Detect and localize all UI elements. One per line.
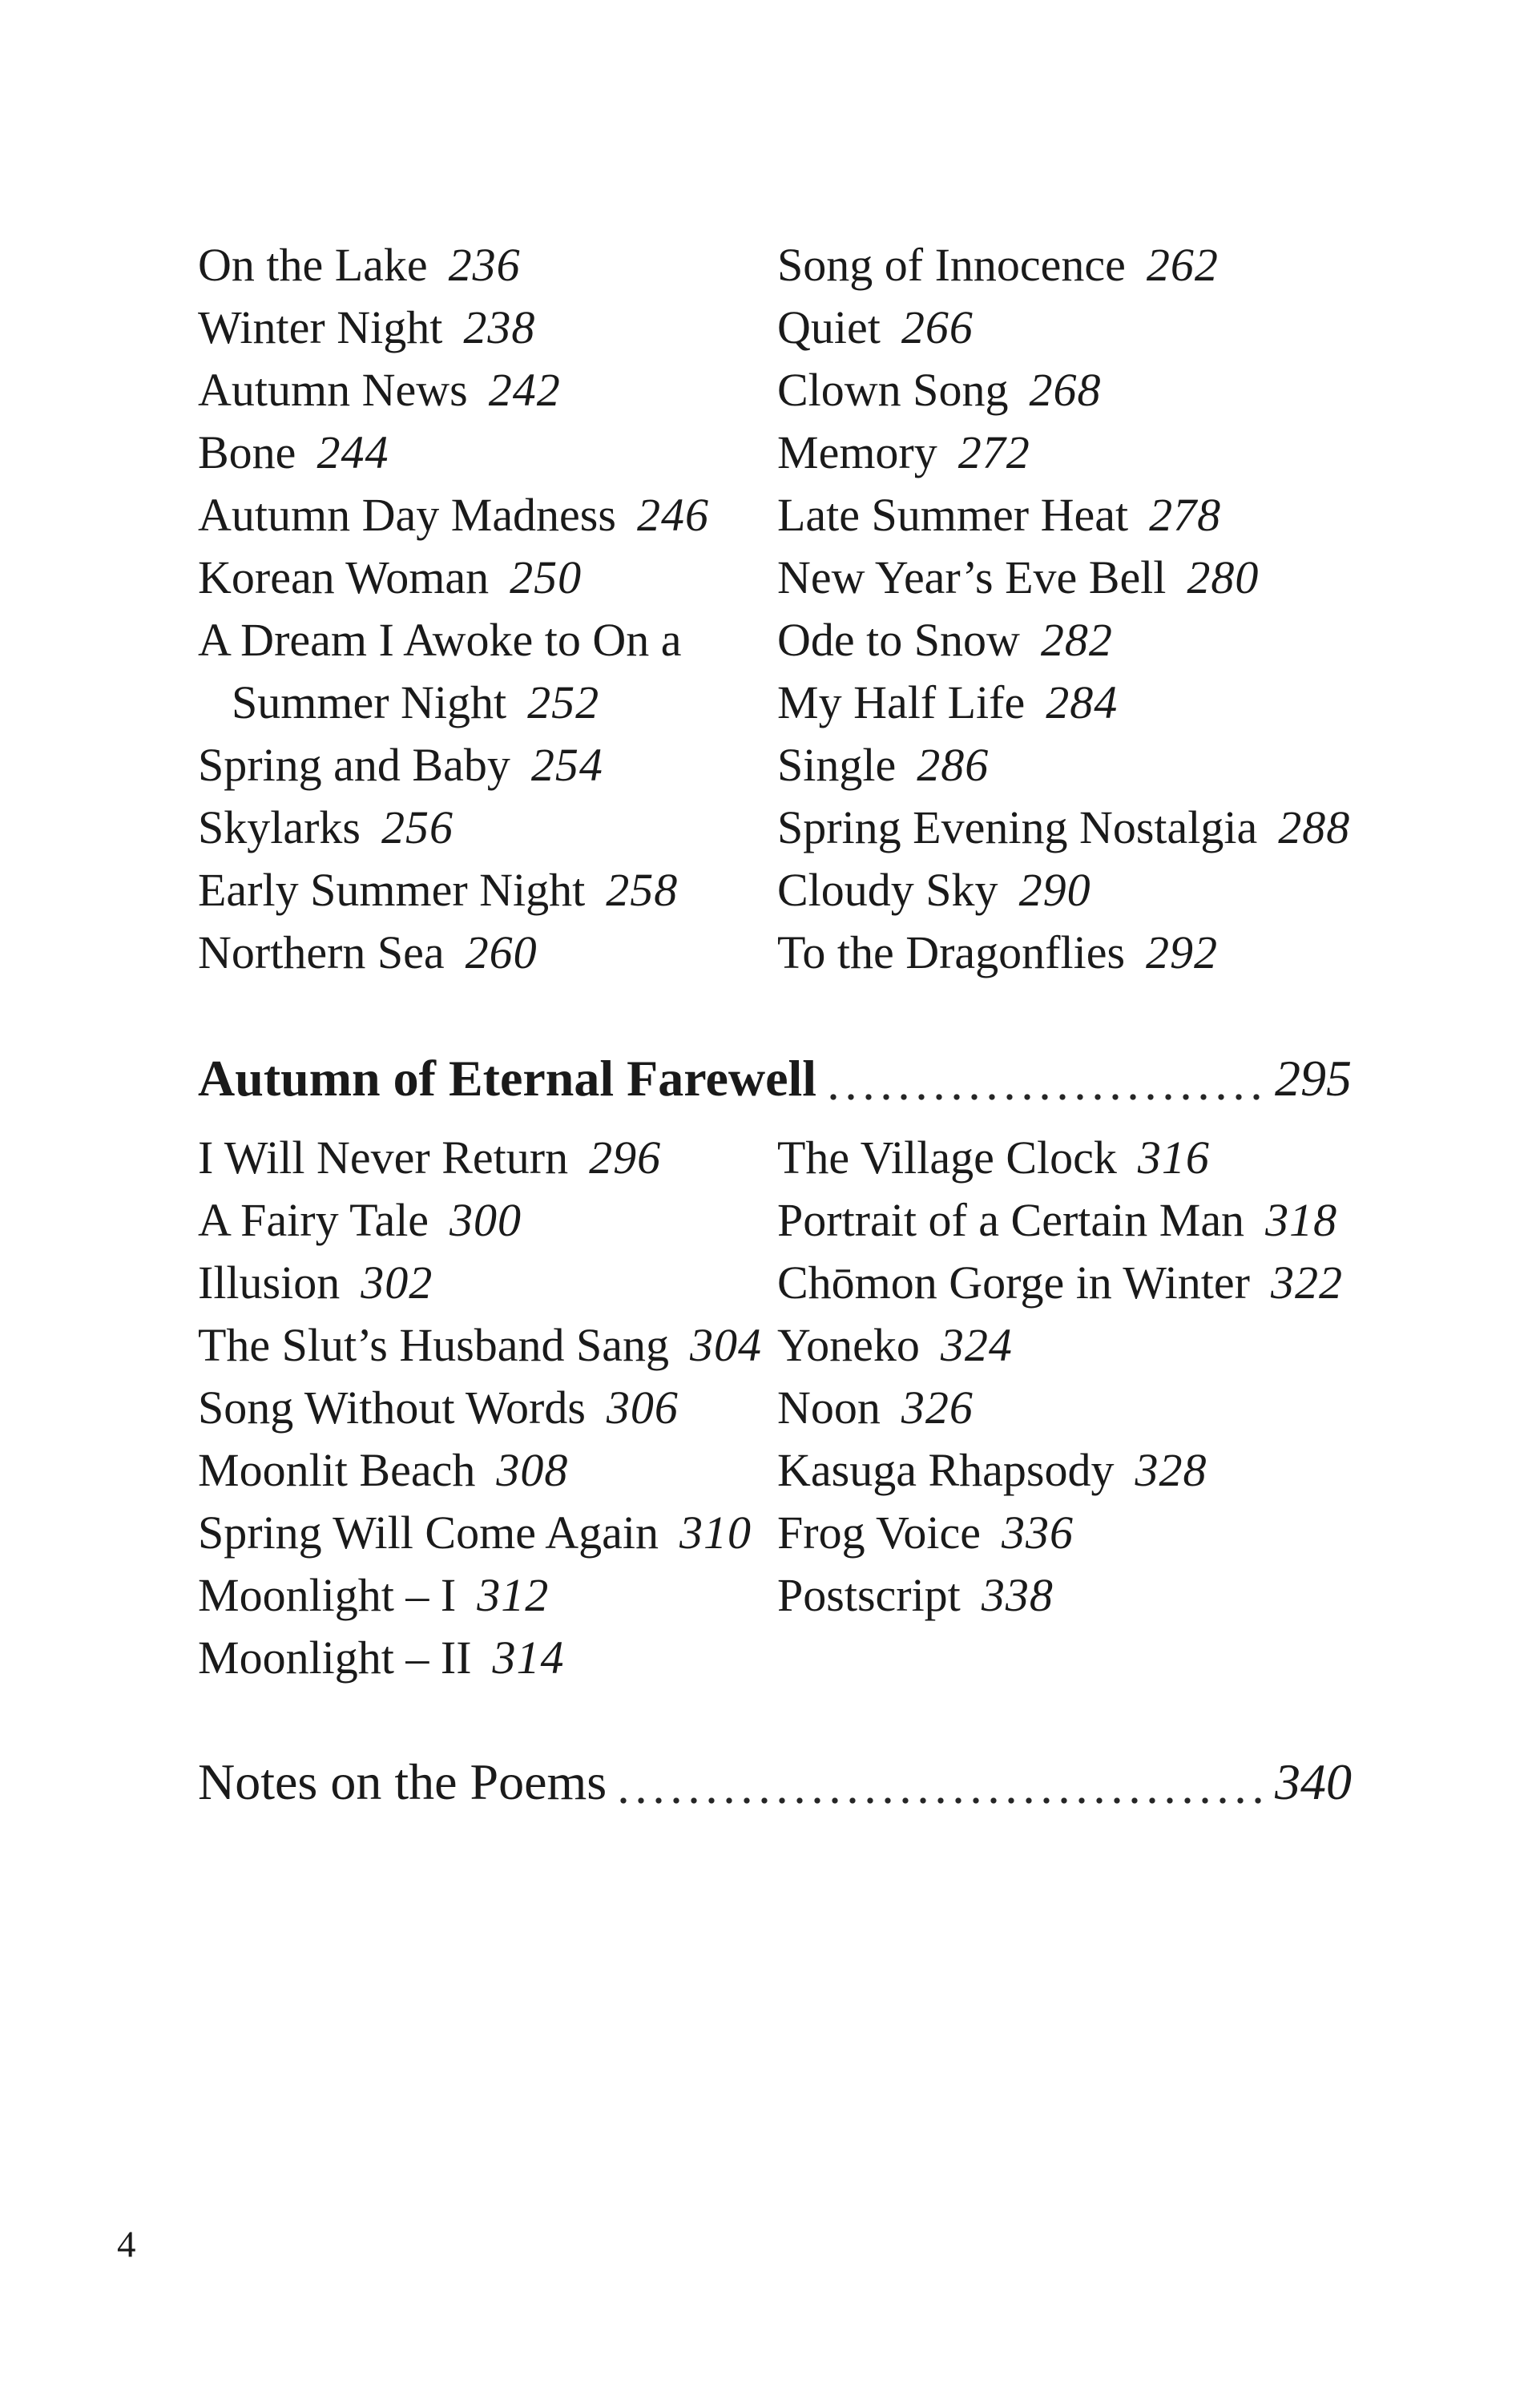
entry-page-number: 256	[381, 801, 454, 853]
toc-entry	[777, 484, 1352, 547]
section-heading-autumn-of-eternal-farewell	[198, 1043, 1352, 1114]
entry-page-number: 316	[1137, 1131, 1210, 1184]
toc-entry	[198, 797, 777, 859]
toc-entry	[198, 1314, 777, 1377]
toc-entry	[777, 296, 1352, 359]
toc-entry	[777, 1502, 1352, 1564]
toc-entry	[198, 1252, 777, 1314]
entry-title: Korean Woman	[198, 551, 490, 603]
entry-page-number: 336	[1002, 1507, 1074, 1559]
toc-entry	[777, 422, 1352, 484]
toc-entry	[777, 1189, 1352, 1252]
toc-entry	[198, 734, 777, 797]
toc-entry	[777, 922, 1352, 984]
entry-title: Kasuga Rhapsody	[777, 1444, 1115, 1496]
toc-entry	[777, 609, 1352, 672]
entry-page-number: 324	[940, 1319, 1013, 1371]
toc-block-continued	[198, 234, 1352, 984]
entry-page-number: 250	[510, 551, 583, 603]
entry-title: Portrait of a Certain Man	[777, 1194, 1245, 1246]
entry-page-number: 300	[450, 1194, 522, 1246]
entry-title: Postscript	[777, 1569, 961, 1621]
entry-title: Frog Voice	[777, 1507, 982, 1559]
entry-title: Single	[777, 739, 897, 791]
entry-page-number: 314	[492, 1632, 565, 1684]
entry-title: Cloudy Sky	[777, 864, 998, 916]
entry-page-number: 290	[1018, 864, 1091, 916]
entry-title: My Half Life	[777, 676, 1026, 728]
entry-title: Clown Song	[777, 364, 1009, 416]
entry-title: Bone	[198, 426, 296, 478]
toc-column-left	[198, 1127, 777, 1689]
entry-title: Autumn News	[198, 364, 468, 416]
entry-title: Moonlit Beach	[198, 1444, 476, 1496]
entry-title: Ode to Snow	[777, 614, 1020, 666]
entry-title: A Dream I Awoke to On a Summer Night	[198, 614, 682, 728]
entry-page-number: 236	[448, 239, 521, 291]
entry-page-number: 252	[527, 676, 600, 728]
entry-page-number: 292	[1146, 926, 1219, 978]
entry-title: Song of Innocence	[777, 239, 1126, 291]
entry-title: The Slut’s Husband Sang	[198, 1319, 670, 1371]
toc-entry	[198, 609, 777, 734]
entry-page-number: 246	[636, 489, 709, 541]
entry-page-number: 302	[361, 1256, 433, 1309]
toc-entry	[777, 1377, 1352, 1439]
entry-page-number: 244	[316, 426, 389, 478]
entry-title: The Village Clock	[777, 1131, 1117, 1184]
toc-entry	[777, 734, 1352, 797]
entry-page-number: 268	[1029, 364, 1102, 416]
entry-title: To the Dragonflies	[777, 926, 1126, 978]
toc-entry	[198, 1502, 777, 1564]
entry-title: Spring Evening Nostalgia	[777, 801, 1258, 853]
entry-title: New Year’s Eve Bell	[777, 551, 1167, 603]
entry-page-number: 304	[690, 1319, 763, 1371]
toc-entry	[777, 1314, 1352, 1377]
entry-title: Late Summer Heat	[777, 489, 1129, 541]
section-heading-notes-on-the-poems	[198, 1747, 1352, 1817]
section-heading-label: Notes on the Poems	[198, 1753, 607, 1810]
section-heading-page-number: 340	[1275, 1753, 1352, 1810]
entry-page-number: 280	[1187, 551, 1260, 603]
entry-page-number: 238	[463, 301, 536, 353]
entry-page-number: 326	[901, 1381, 974, 1434]
entry-page-number: 278	[1149, 489, 1222, 541]
toc-entry	[777, 547, 1352, 609]
entry-page-number: 286	[917, 739, 990, 791]
toc-entry	[198, 859, 777, 922]
entry-page-number: 260	[465, 926, 538, 978]
entry-title: Spring Will Come Again	[198, 1507, 659, 1559]
entry-title: Noon	[777, 1381, 881, 1434]
toc-entry	[777, 1252, 1352, 1314]
toc-entry	[198, 1127, 777, 1189]
entry-page-number: 272	[957, 426, 1030, 478]
toc-entry	[777, 672, 1352, 734]
toc-entry	[198, 1564, 777, 1627]
entry-title: I Will Never Return	[198, 1131, 569, 1184]
page-number-footer: 4	[117, 2224, 136, 2265]
toc-entry	[777, 359, 1352, 422]
toc-entry	[777, 1439, 1352, 1502]
entry-page-number: 296	[589, 1131, 662, 1184]
entry-title: Yoneko	[777, 1319, 920, 1371]
entry-title: On the Lake	[198, 239, 428, 291]
entry-title: Spring and Baby	[198, 739, 510, 791]
entry-page-number: 262	[1146, 239, 1219, 291]
entry-page-number: 312	[477, 1569, 550, 1621]
toc-entry	[777, 1127, 1352, 1189]
table-of-contents	[198, 234, 1352, 1817]
entry-page-number: 242	[488, 364, 561, 416]
entry-title: Chōmon Gorge in Winter	[777, 1256, 1250, 1309]
toc-entry	[198, 484, 777, 547]
entry-title: Early Summer Night	[198, 864, 586, 916]
toc-entry	[198, 1627, 777, 1689]
entry-title: Illusion	[198, 1256, 341, 1309]
toc-entry	[777, 234, 1352, 296]
toc-entry	[198, 547, 777, 609]
entry-page-number: 338	[981, 1569, 1054, 1621]
entry-title: A Fairy Tale	[198, 1194, 429, 1246]
section-heading-label: Autumn of Eternal Farewell	[198, 1050, 817, 1107]
toc-column-right	[777, 1127, 1352, 1689]
entry-page-number: 254	[530, 739, 603, 791]
entry-page-number: 288	[1278, 801, 1351, 853]
toc-entry	[777, 1564, 1352, 1627]
toc-entry	[198, 1189, 777, 1252]
entry-page-number: 282	[1040, 614, 1113, 666]
entry-title: Moonlight – I	[198, 1569, 457, 1621]
toc-entry	[777, 859, 1352, 922]
entry-title: Song Without Words	[198, 1381, 586, 1434]
toc-entry	[198, 422, 777, 484]
toc-block-autumn-section	[198, 1127, 1352, 1689]
entry-title: Northern Sea	[198, 926, 445, 978]
entry-title: Quiet	[777, 301, 881, 353]
entry-title: Skylarks	[198, 801, 361, 853]
section-heading-page-number: 295	[1275, 1050, 1352, 1107]
entry-page-number: 318	[1265, 1194, 1338, 1246]
toc-entry	[777, 797, 1352, 859]
entry-page-number: 284	[1046, 676, 1119, 728]
toc-column-left	[198, 234, 777, 984]
dot-leader	[615, 1797, 1268, 1805]
toc-column-right	[777, 234, 1352, 984]
toc-entry	[198, 1377, 777, 1439]
entry-page-number: 308	[496, 1444, 569, 1496]
entry-page-number: 322	[1270, 1256, 1343, 1309]
entry-page-number: 258	[606, 864, 679, 916]
entry-title: Winter Night	[198, 301, 443, 353]
entry-page-number: 266	[901, 301, 974, 353]
toc-entry	[198, 234, 777, 296]
entry-title: Moonlight – II	[198, 1632, 472, 1684]
toc-entry	[198, 922, 777, 984]
entry-page-number: 306	[606, 1381, 679, 1434]
toc-entry	[198, 359, 777, 422]
toc-entry	[198, 296, 777, 359]
entry-title: Memory	[777, 426, 937, 478]
entry-title: Autumn Day Madness	[198, 489, 616, 541]
entry-page-number: 310	[679, 1507, 752, 1559]
toc-entry	[198, 1439, 777, 1502]
dot-leader	[824, 1093, 1268, 1101]
entry-page-number: 328	[1135, 1444, 1207, 1496]
